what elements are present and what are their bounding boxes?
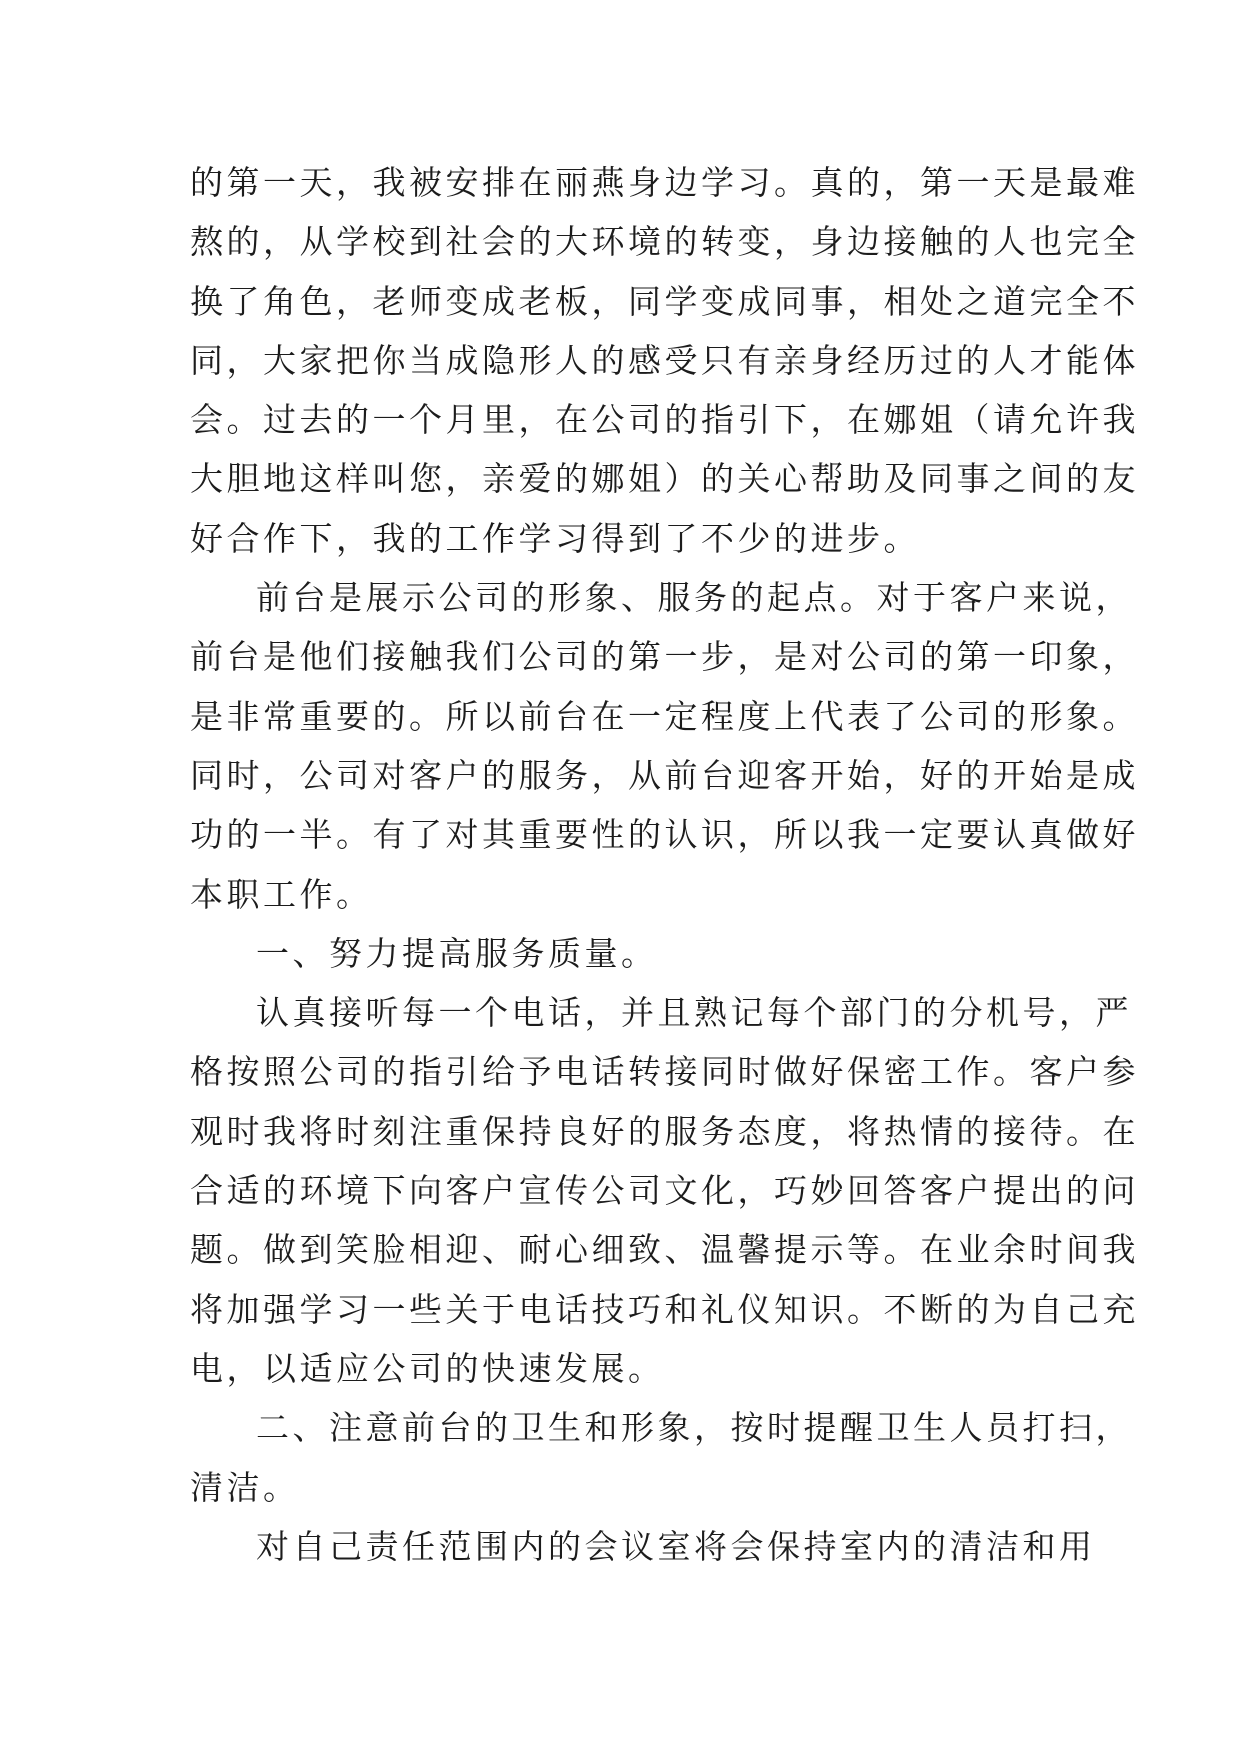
text-line: 本职工作。 xyxy=(190,874,373,914)
text-line: 清洁。 xyxy=(190,1467,300,1507)
text-line: 换了角色，老师变成老板，同学变成同事，相处之道完全不 xyxy=(190,281,1139,321)
text-line: 合适的环境下向客户宣传公司文化，巧妙回答客户提出的问 xyxy=(190,1171,1139,1211)
text-line: 会。过去的一个月里，在公司的指引下，在娜姐（请允许我 xyxy=(190,400,1139,440)
text-line: 是非常重要的。所以前台在一定程度上代表了公司的形象。 xyxy=(190,696,1139,736)
text-line: 同时，公司对客户的服务，从前台迎客开始，好的开始是成 xyxy=(190,755,1139,795)
text-line: 好合作下，我的工作学习得到了不少的进步。 xyxy=(190,518,920,558)
text-line: 前台是他们接触我们公司的第一步，是对公司的第一印象， xyxy=(190,637,1139,677)
text-line: 电，以适应公司的快速发展。 xyxy=(190,1348,665,1388)
text-line: 将加强学习一些关于电话技巧和礼仪知识。不断的为自己充 xyxy=(190,1289,1139,1329)
text-line: 功的一半。有了对其重要性的认识，所以我一定要认真做好 xyxy=(190,815,1139,855)
text-line: 大胆地这样叫您，亲爱的娜姐）的关心帮助及同事之间的友 xyxy=(190,459,1139,499)
text-line: 题。做到笑脸相迎、耐心细致、温馨提示等。在业余时间我 xyxy=(190,1230,1139,1270)
text-line: 格按照公司的指引给予电话转接同时做好保密工作。客户参 xyxy=(190,1052,1139,1092)
paragraph-first-line: 前台是展示公司的形象、服务的起点。对于客户来说， xyxy=(256,578,1132,618)
text-line: 同，大家把你当成隐形人的感受只有亲身经历过的人才能体 xyxy=(190,340,1139,380)
text-line: 的第一天，我被安排在丽燕身边学习。真的，第一天是最难 xyxy=(190,163,1139,202)
paragraph-first-line: 认真接听每一个电话，并且熟记每个部门的分机号，严 xyxy=(256,993,1132,1033)
text-line: 熬的，从学校到社会的大环境的转变，身边接触的人也完全 xyxy=(190,222,1139,262)
document-body xyxy=(190,153,1139,1576)
section-heading-1: 一、努力提高服务质量。 xyxy=(256,933,658,973)
text-line: 观时我将时刻注重保持良好的服务态度，将热情的接待。在 xyxy=(190,1111,1139,1151)
section-heading-2: 二、注意前台的卫生和形象，按时提醒卫生人员打扫， xyxy=(256,1408,1132,1448)
paragraph-first-line: 对自己责任范围内的会议室将会保持室内的清洁和用 xyxy=(256,1526,1096,1566)
